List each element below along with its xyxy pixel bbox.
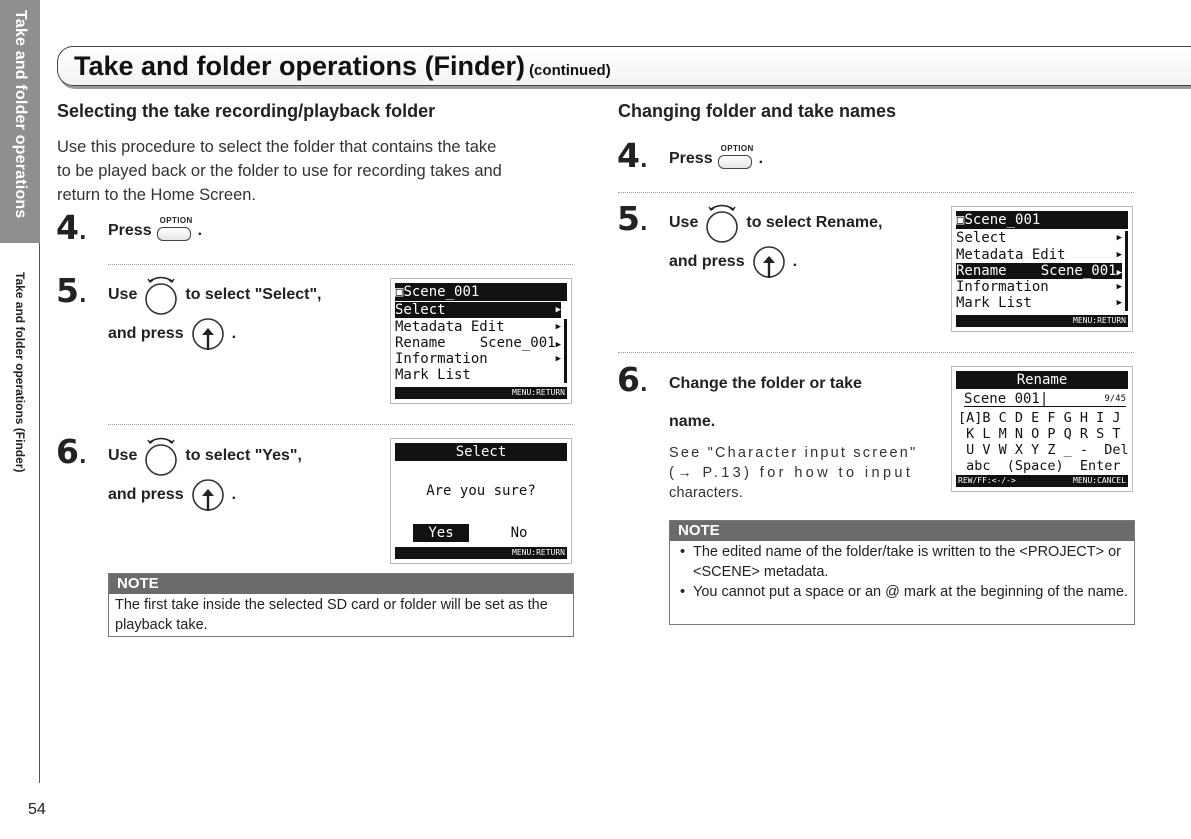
- arrow-right-icon: ▶: [555, 354, 561, 364]
- menu-row-metadata: [395, 319, 561, 335]
- period: .: [792, 253, 798, 270]
- confirm-screen: [390, 438, 572, 564]
- left-step4-number: 4.: [56, 208, 87, 247]
- step-number-text: 4: [56, 208, 79, 247]
- folder-icon: ▣: [956, 212, 965, 228]
- press-text: Press: [669, 150, 713, 167]
- arrow-right-icon: ▶: [1116, 282, 1122, 292]
- screen-title: Rename: [956, 371, 1128, 389]
- and-press-text: and press: [108, 486, 184, 503]
- right-step6-line2: name.: [669, 413, 716, 430]
- screen-title: [956, 211, 1128, 229]
- row-value: Scene_001: [479, 335, 556, 351]
- divider: [108, 424, 573, 425]
- period: .: [197, 222, 203, 239]
- menu-row-marklist: [956, 295, 1122, 311]
- arrow-right-icon: ▶: [1116, 298, 1122, 308]
- step-number-text: 6: [56, 432, 79, 471]
- row-label: Rename: [395, 335, 446, 351]
- arrow-right-icon: ▶: [1116, 233, 1122, 243]
- left-intro: [57, 135, 577, 207]
- left-step5-line1: [108, 273, 321, 317]
- screen-title-text: Scene_001: [403, 284, 480, 300]
- period: .: [231, 486, 237, 503]
- press-text: Press: [108, 222, 152, 239]
- right-step6-description: [669, 443, 931, 503]
- screen-title-text: Scene_001: [964, 212, 1041, 228]
- row-label: Information: [395, 351, 488, 367]
- right-section-heading: Changing folder and take names: [618, 101, 897, 121]
- period: .: [758, 150, 764, 167]
- row-label: Rename: [956, 263, 1007, 279]
- yes-option: Yes: [413, 524, 469, 542]
- menu-row-rename: [956, 263, 1122, 279]
- action-text: to select Rename,: [746, 214, 883, 231]
- dial-rotate-icon: [141, 434, 181, 478]
- note-item: • You cannot put a space or an @ mark at the beginning of the name.: [676, 582, 1128, 602]
- note-text: The first take inside the selected SD card or folder will be set as the playback take.: [115, 597, 548, 633]
- divider: [108, 264, 573, 265]
- use-text: Use: [108, 286, 138, 303]
- screen-title: [395, 283, 567, 301]
- text-cursor: |: [1039, 391, 1049, 407]
- arrow-right-icon: ▶: [555, 322, 561, 332]
- screen-title: Select: [395, 443, 567, 461]
- desc-line: See "Character input screen": [669, 445, 918, 461]
- menu-row-information: [395, 351, 561, 367]
- arrow-right-icon: ▶: [555, 305, 561, 315]
- and-press-text: and press: [669, 253, 745, 270]
- side-tab-label: Take and folder operations: [12, 10, 29, 219]
- arrow-right-icon: ▶: [555, 340, 561, 350]
- right-step5-line1: [669, 201, 882, 245]
- menu-row-information: [956, 279, 1122, 295]
- menu-row-rename: [395, 335, 561, 351]
- step-number-text: 4: [617, 136, 640, 175]
- char-grid-row: K L M N O P Q R S T: [958, 426, 1121, 442]
- char-grid-row: abc (Space) Enter: [958, 458, 1121, 474]
- right-note: [669, 520, 1135, 625]
- arrow-right-icon: ▶: [1116, 250, 1122, 260]
- action-text: to select "Yes",: [185, 447, 302, 464]
- screen-footer: [395, 387, 567, 399]
- and-press-text: and press: [108, 325, 184, 342]
- right-step4-line: [669, 144, 763, 174]
- menu-screen-rename: [951, 206, 1133, 332]
- left-intro-line: Use this procedure to select the folder that contains the take: [57, 138, 497, 156]
- left-step5-line2: [108, 312, 236, 356]
- screen-footer: [395, 547, 567, 559]
- dial-rotate-icon: [702, 201, 742, 245]
- option-button-icon: [156, 216, 194, 246]
- left-intro-line: to be played back or the folder to use for recording takes and: [57, 162, 502, 180]
- action-text: to select "Select",: [185, 286, 322, 303]
- footer-right: MENU:CANCEL: [1073, 476, 1126, 485]
- use-text: Use: [108, 447, 138, 464]
- page-number: 54: [28, 801, 46, 818]
- note-label: NOTE: [670, 521, 1134, 541]
- side-chapter-tab: [0, 0, 40, 243]
- row-label: Metadata Edit: [395, 319, 505, 335]
- confirm-question: Are you sure?: [426, 483, 536, 499]
- menu-row-select: [956, 230, 1122, 246]
- menu-row-marklist: [395, 367, 561, 383]
- option-label: OPTION: [159, 216, 193, 225]
- char-grid-row: [A]B C D E F G H I J: [958, 410, 1121, 426]
- period: .: [231, 325, 237, 342]
- row-label: Select: [395, 302, 446, 318]
- left-step6-line2: [108, 473, 236, 517]
- desc-line: characters.: [669, 485, 743, 501]
- step-number-text: 6: [617, 360, 640, 399]
- name-input-line: [964, 391, 1126, 407]
- dial-rotate-icon: [141, 273, 181, 317]
- step-number-text: 5: [56, 271, 79, 310]
- step-number-text: 5: [617, 199, 640, 238]
- right-step4-number: 4.: [617, 136, 648, 175]
- footer-left: REW/FF:<-/->: [958, 476, 1016, 485]
- note-item: • The edited name of the folder/take is written to the <PROJECT> or <SCENE> metadata.: [676, 542, 1128, 582]
- left-step4-line: [108, 216, 202, 246]
- use-text: Use: [669, 214, 699, 231]
- screen-scrollbar: [1125, 231, 1128, 311]
- dial-press-icon: [749, 240, 789, 284]
- folder-icon: ▣: [395, 284, 404, 300]
- right-step6-line1: Change the folder or take: [669, 375, 862, 392]
- left-step6-line1: [108, 434, 302, 478]
- page-title-text: Take and folder operations (Finder): [74, 51, 526, 81]
- note-list: [670, 541, 1134, 604]
- divider: [618, 352, 1134, 353]
- left-step6-number: 6.: [56, 432, 87, 471]
- dial-press-icon: [188, 312, 228, 356]
- divider: [618, 192, 1134, 193]
- screen-footer: [956, 315, 1128, 327]
- row-label: Select: [956, 230, 1007, 246]
- char-grid-row: U V W X Y Z _ - Del: [958, 442, 1129, 458]
- row-label: Mark List: [395, 367, 471, 383]
- left-note: [108, 573, 574, 637]
- side-section-label: Take and folder operations (Finder): [13, 272, 27, 473]
- right-step5-line2: [669, 240, 797, 284]
- menu-row-metadata: [956, 247, 1122, 263]
- screen-scrollbar: [564, 319, 567, 383]
- dial-press-icon: [188, 473, 228, 517]
- page-title: [74, 51, 611, 82]
- left-intro-line: return to the Home Screen.: [57, 186, 257, 204]
- name-value: Scene_001: [964, 391, 1040, 407]
- option-button-icon: [717, 144, 755, 174]
- arrow-right-icon: ▶: [1116, 268, 1122, 278]
- char-count: 9/45: [1104, 394, 1126, 404]
- menu-row-select: [395, 302, 561, 318]
- row-label: Mark List: [956, 295, 1032, 311]
- right-step5-number: 5.: [617, 199, 648, 238]
- left-step5-number: 5.: [56, 271, 87, 310]
- footer-text: MENU:RETURN: [512, 388, 565, 397]
- page-title-continued: (continued): [529, 62, 611, 79]
- side-rule: [39, 243, 40, 783]
- menu-screen-select: [390, 278, 572, 404]
- option-label: OPTION: [720, 144, 754, 153]
- no-option: No: [510, 525, 528, 541]
- row-value: Scene_001: [1040, 263, 1117, 279]
- screen-footer: [956, 475, 1128, 487]
- row-label: Information: [956, 279, 1049, 295]
- right-step6-number: 6.: [617, 360, 648, 399]
- page-title-bar: [57, 46, 1191, 86]
- footer-text: MENU:RETURN: [1073, 316, 1126, 325]
- row-label: Metadata Edit: [956, 247, 1066, 263]
- footer-text: MENU:RETURN: [512, 548, 565, 557]
- note-label: NOTE: [109, 574, 573, 594]
- desc-line: (→ P.13) for how to input: [669, 465, 914, 481]
- left-section-heading: Selecting the take recording/playback folder: [57, 101, 436, 121]
- rename-input-screen: [951, 366, 1133, 492]
